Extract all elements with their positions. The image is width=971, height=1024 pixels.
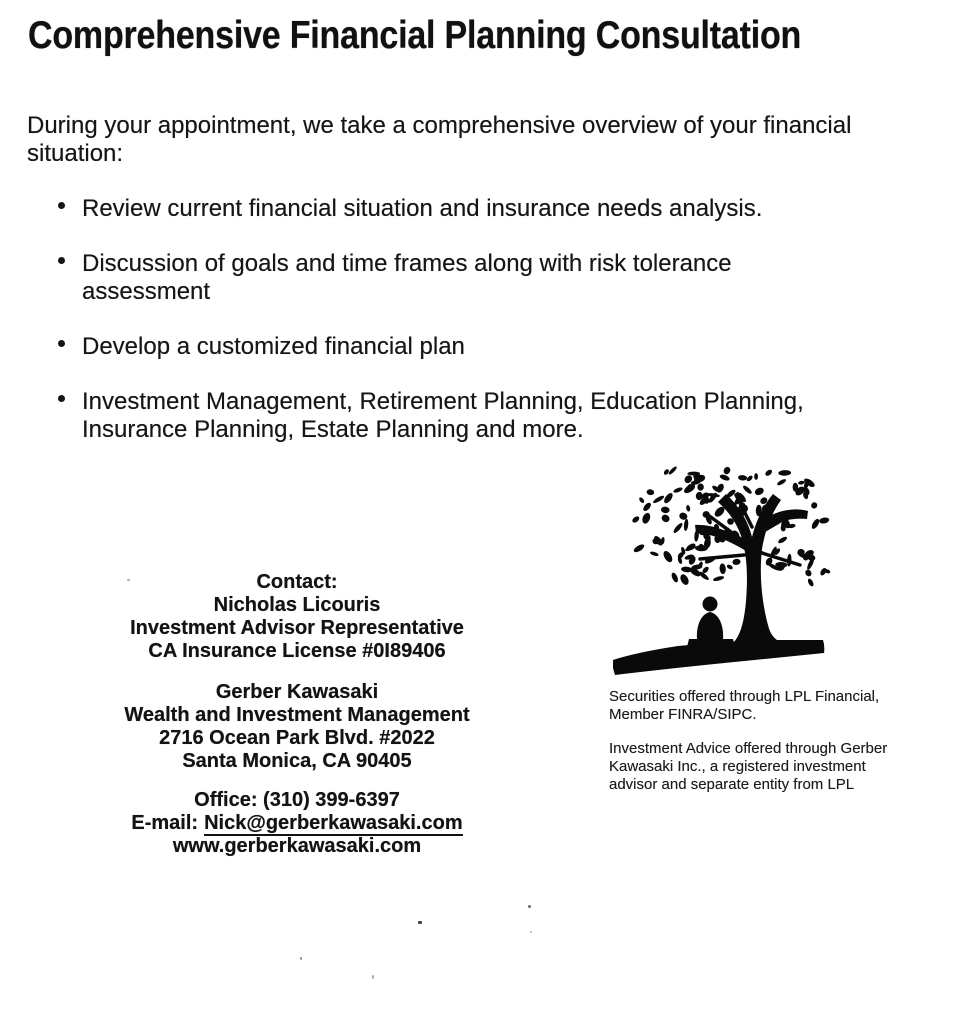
bullet-text: Review current financial situation and insurance needs analysis. — [82, 195, 763, 222]
tree-foliage — [631, 465, 831, 587]
page-title: Comprehensive Financial Planning Consultation — [28, 14, 802, 58]
office-phone: Office: (310) 399-6397 — [194, 789, 400, 811]
intro-paragraph: During your appointment, we take a comprehensive overview of your financial situation: — [27, 112, 852, 167]
scan-speck — [528, 905, 531, 908]
contact-heading: Contact: — [256, 571, 338, 593]
address-line-1: 2716 Ocean Park Blvd. #2022 — [159, 727, 435, 749]
bullet-item — [82, 250, 837, 306]
tree-icon — [613, 465, 831, 675]
email-line — [72, 812, 522, 835]
email-label: E-mail: — [131, 812, 199, 834]
bullet-dot-icon — [58, 257, 65, 264]
scan-speck — [300, 957, 302, 960]
bullet-text: Discussion of goals and time frames along with risk tolerance assessment — [82, 250, 732, 305]
bullet-text: Investment Management, Retirement Planning, Education Planning, Insurance Planning, Estate Planning and more. — [82, 388, 804, 443]
scan-speck — [127, 579, 130, 581]
bullet-dot-icon — [58, 395, 65, 402]
contact-role: Investment Advisor Representative — [130, 617, 464, 639]
contact-block — [72, 571, 522, 858]
bullet-dot-icon — [58, 340, 65, 347]
bullet-dot-icon — [58, 202, 65, 209]
contact-name: Nicholas Licouris — [213, 594, 381, 616]
website-url: www.gerberkawasaki.com — [172, 835, 422, 857]
disclaimer-securities: Securities offered through LPL Financial, Member FINRA/SIPC. — [609, 688, 880, 723]
email-address: Nick@gerberkawasaki.com — [204, 812, 463, 834]
bullet-text: Develop a customized financial plan — [82, 333, 465, 360]
bullet-item — [82, 388, 837, 444]
address-line-2: Santa Monica, CA 90405 — [182, 750, 412, 772]
scan-speck — [418, 921, 422, 924]
bullet-item — [82, 333, 837, 361]
contact-company-group — [72, 681, 522, 773]
bullet-list — [82, 195, 837, 471]
tree-with-person-illustration — [610, 453, 832, 677]
contact-reach-group — [72, 789, 522, 858]
company-division: Wealth and Investment Management — [124, 704, 470, 726]
scan-speck — [530, 931, 532, 933]
contact-person-group — [72, 571, 522, 663]
contact-license: CA Insurance License #0I89406 — [148, 640, 446, 662]
bullet-item — [82, 195, 837, 223]
disclaimer-advice: Investment Advice offered through Gerber Kawasaki Inc., a registered investment advisor and separate entity from LPL — [609, 740, 888, 793]
company-name: Gerber Kawasaki — [215, 681, 379, 703]
disclaimer-block — [609, 688, 901, 810]
scan-speck — [372, 975, 374, 979]
sitting-person-silhouette — [687, 597, 735, 648]
